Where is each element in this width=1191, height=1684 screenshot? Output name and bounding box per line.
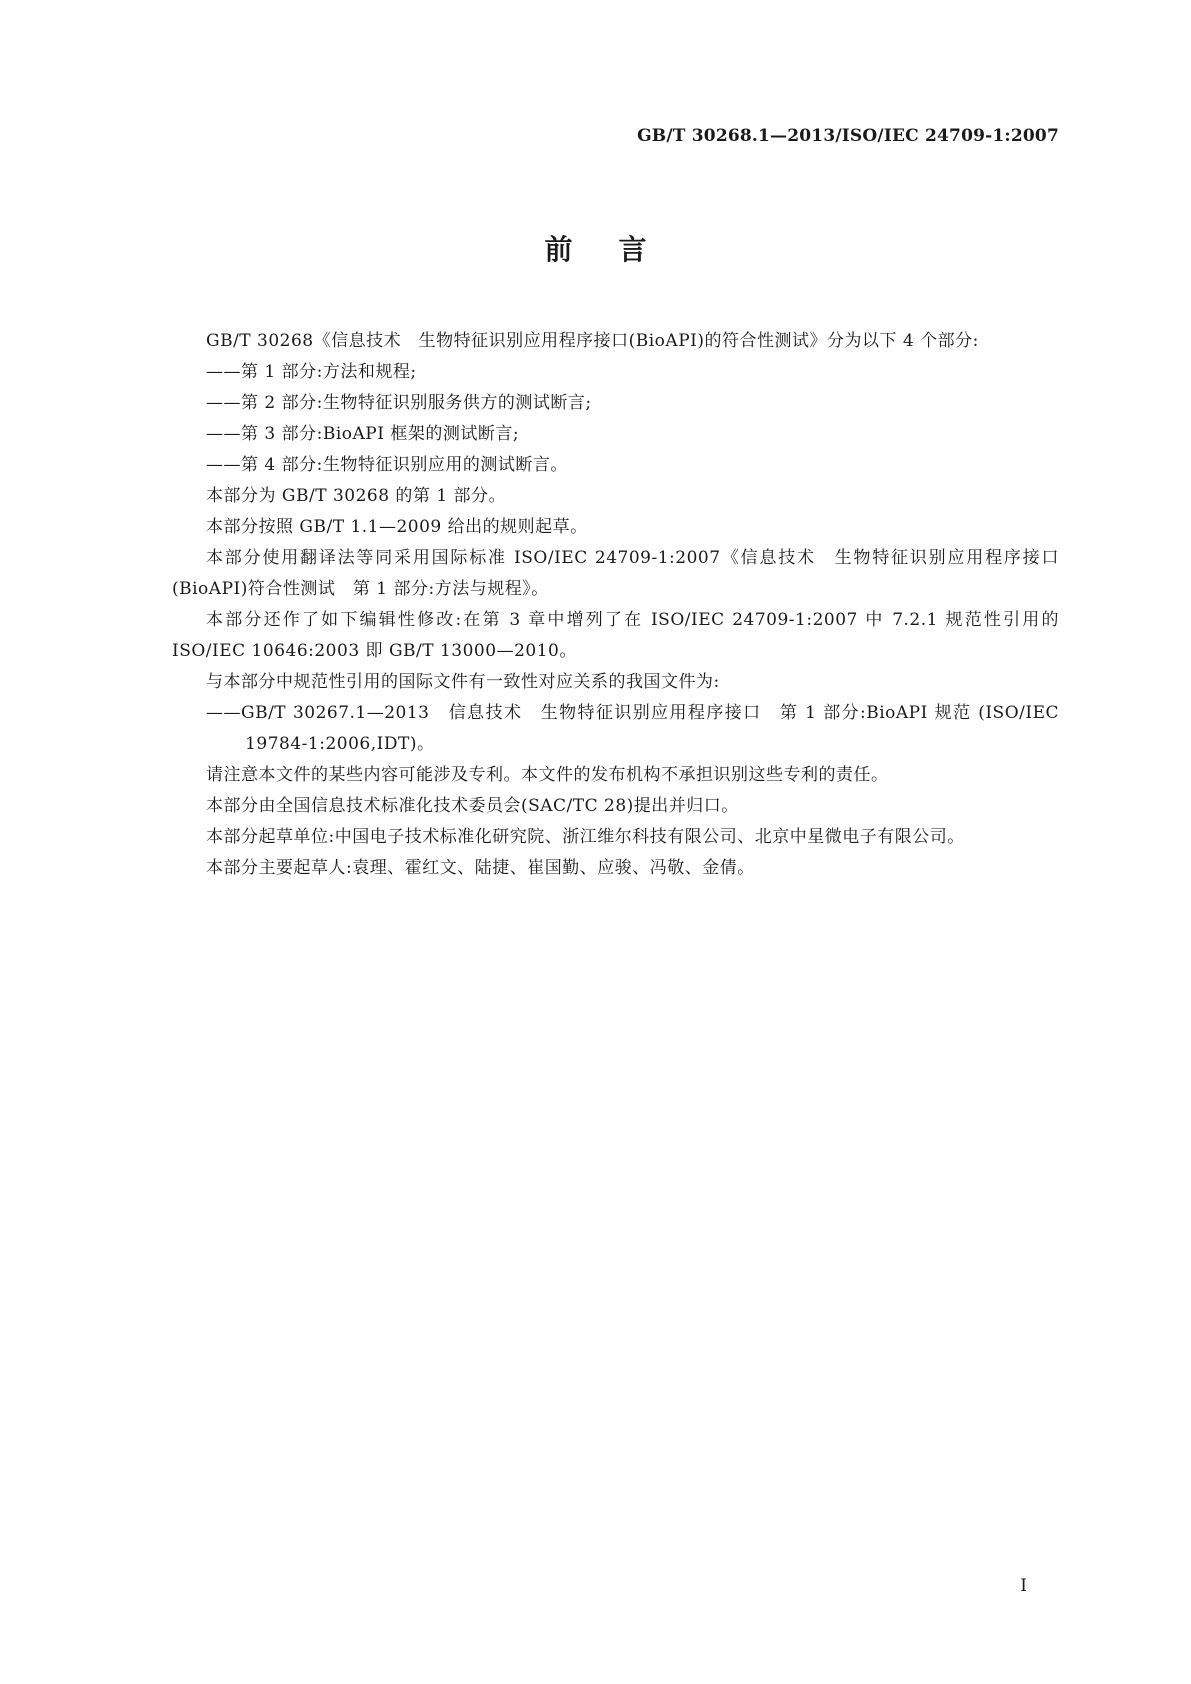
paragraph-editorial-changes: 本部分还作了如下编辑性修改:在第 3 章中增列了在 ISO/IEC 24709-1:2007 中 7.2.1 规范性引用的 ISO/IEC 10646:2003 即 GB/T 13000—2010。: [172, 610, 1059, 661]
paragraph-drafting-rules: 本部分按照 GB/T 1.1—2009 给出的规则起草。: [206, 517, 588, 537]
list-item-part-2: ——第 2 部分:生物特征识别服务供方的测试断言;: [206, 393, 592, 413]
list-item-part-4: ——第 4 部分:生物特征识别应用的测试断言。: [206, 455, 568, 475]
paragraph-translation-method: 本部分使用翻译法等同采用国际标准 ISO/IEC 24709-1:2007《信息技术 生物特征识别应用程序接口(BioAPI)符合性测试 第 1 部分:方法与规程》。: [172, 548, 1059, 599]
paragraph-drafters: 本部分主要起草人:袁理、霍红文、陆捷、崔国勤、应骏、冯敬、金倩。: [206, 858, 755, 878]
paragraph-drafting-units: 本部分起草单位:中国电子技术标准化研究院、浙江维尔科技有限公司、北京中星微电子有限公司。: [206, 827, 965, 847]
standard-code-header: GB/T 30268.1—2013/ISO/IEC 24709-1:2007: [637, 126, 1059, 146]
list-item-part-3: ——第 3 部分:BioAPI 框架的测试断言;: [206, 424, 520, 444]
page-title: 前言: [544, 233, 693, 266]
paragraph-proposer: 本部分由全国信息技术标准化技术委员会(SAC/TC 28)提出并归口。: [206, 796, 739, 816]
paragraph-patent-notice: 请注意本文件的某些内容可能涉及专利。本文件的发布机构不承担识别这些专利的责任。: [206, 765, 889, 785]
paragraph-corresponding-docs: 与本部分中规范性引用的国际文件有一致性对应关系的我国文件为:: [206, 672, 720, 692]
page-number: I: [1020, 1576, 1027, 1596]
list-item-part-1: ——第 1 部分:方法和规程;: [206, 362, 417, 382]
paragraph-parts-intro: GB/T 30268《信息技术 生物特征识别应用程序接口(BioAPI)的符合性测试》分为以下 4 个部分:: [206, 331, 979, 351]
paragraph-part-number: 本部分为 GB/T 30268 的第 1 部分。: [206, 486, 507, 506]
list-item-corresponding-doc: ——GB/T 30267.1—2013 信息技术 生物特征识别应用程序接口 第 1 部分:BioAPI 规范 (ISO/IEC 19784-1:2006,IDT)。: [206, 703, 1059, 754]
foreword-body: [172, 326, 1059, 884]
